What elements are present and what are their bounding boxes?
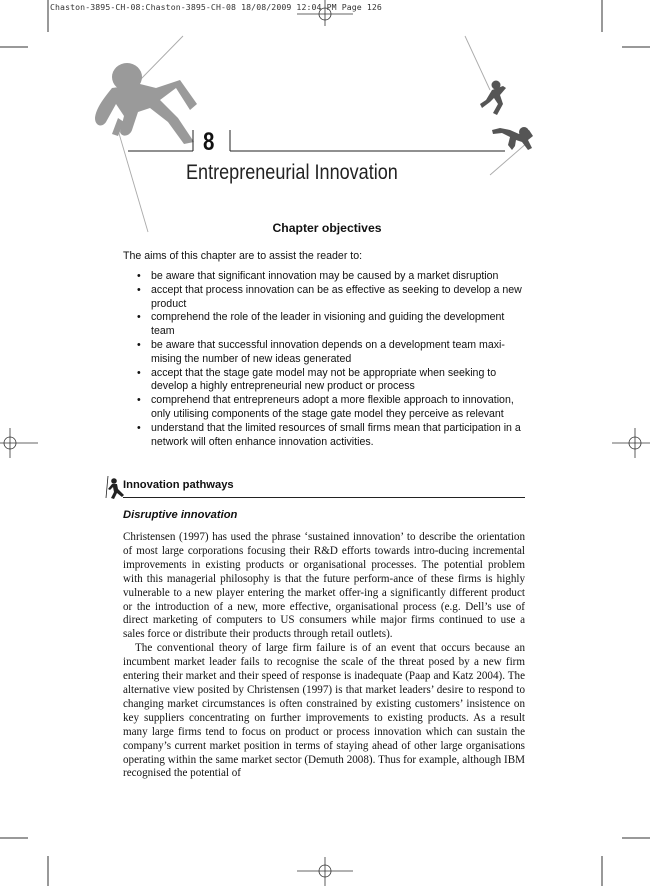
registration-mark-icon (0, 428, 38, 458)
body-paragraph: Christensen (1997) has used the phrase ‘sustained innovation’ to describe the orientation of most large corporations focusing their R&D efforts towards intro-ducing incremental improvements in existing products or organisational processes. The potential problem with this managerial philosophy is that the future perform-ance of these firms is highly vulnerable to a new player entering the market offer-ing a significantly different product or the introduction of a new, more effective, organisational process (e.g. Dell’s use of direct marketing of computers to US consumers while major firms continued to use a sales force or distribute their products through retail outlets). (123, 531, 525, 641)
objective-item: • be aware that significant innovation may be caused by a market disruption (123, 270, 525, 284)
rope-line (465, 36, 490, 90)
chapter-number: 8 (203, 128, 215, 156)
section-heading: Innovation pathways (123, 479, 234, 491)
objectives-list (123, 270, 525, 449)
registration-mark-icon (297, 857, 353, 886)
objectives-intro: The aims of this chapter are to assist the reader to: (123, 250, 363, 262)
objective-item: • be aware that successful innovation depends on a development team maxi-mising the number of new ideas generated (123, 339, 525, 367)
print-slug: Chaston-3895-CH-08:Chaston-3895-CH-08 18/08/2009 12:04 PM Page 126 (50, 2, 382, 12)
objective-item: • accept that process innovation can be as effective as seeking to develop a new product (123, 284, 525, 312)
climber-icon (103, 476, 125, 500)
rope-line (118, 130, 148, 232)
objective-item: • comprehend that entrepreneurs adopt a more flexible approach to innovation, only utilising components of the stage gate model they perceive as relevant (123, 394, 525, 422)
rope-line (140, 36, 183, 80)
chapter-opener-artwork (0, 0, 650, 240)
section-rule (123, 497, 525, 498)
subsection-heading: Disruptive innovation (123, 509, 238, 521)
registration-mark-icon (612, 428, 650, 458)
objectives-heading: Chapter objectives (272, 221, 382, 235)
rope-line (490, 142, 528, 175)
objective-item: • understand that the limited resources of small firms mean that participation in a network will often enhance innovation activities. (123, 422, 525, 450)
climber-silhouette-small (492, 127, 533, 150)
body-paragraph: The conventional theory of large firm failure is of an event that occurs because an incumbent market leader fails to recognise the scale of the threat posed by a new firm entering their market and their speed of response is inadequate (Paap and Katz 2004). The alternative view posited by Christensen (1997) is that market leaders’ desire to respond to changing market circumstances is often constrained by existing customers’ insistence on key suppliers concentrating on further improvements to existing products. As a result many large firms tend to focus on product or process innovation which can sustain the company’s current market position in terms of staying ahead of other large organisations operating within the same market sector (Demuth 2008). Thus for example, although IBM recognised the potential of (123, 642, 525, 780)
objective-item: • comprehend the role of the leader in visioning and guiding the development team (123, 311, 525, 339)
climber-silhouette-large (95, 63, 197, 144)
objective-item: • accept that the stage gate model may not be appropriate when seeking to develop a highly entrepreneurial new product or process (123, 367, 525, 395)
climber-silhouette-small (480, 81, 506, 116)
chapter-title: Entrepreneurial Innovation (186, 161, 398, 184)
body-text (123, 531, 525, 781)
